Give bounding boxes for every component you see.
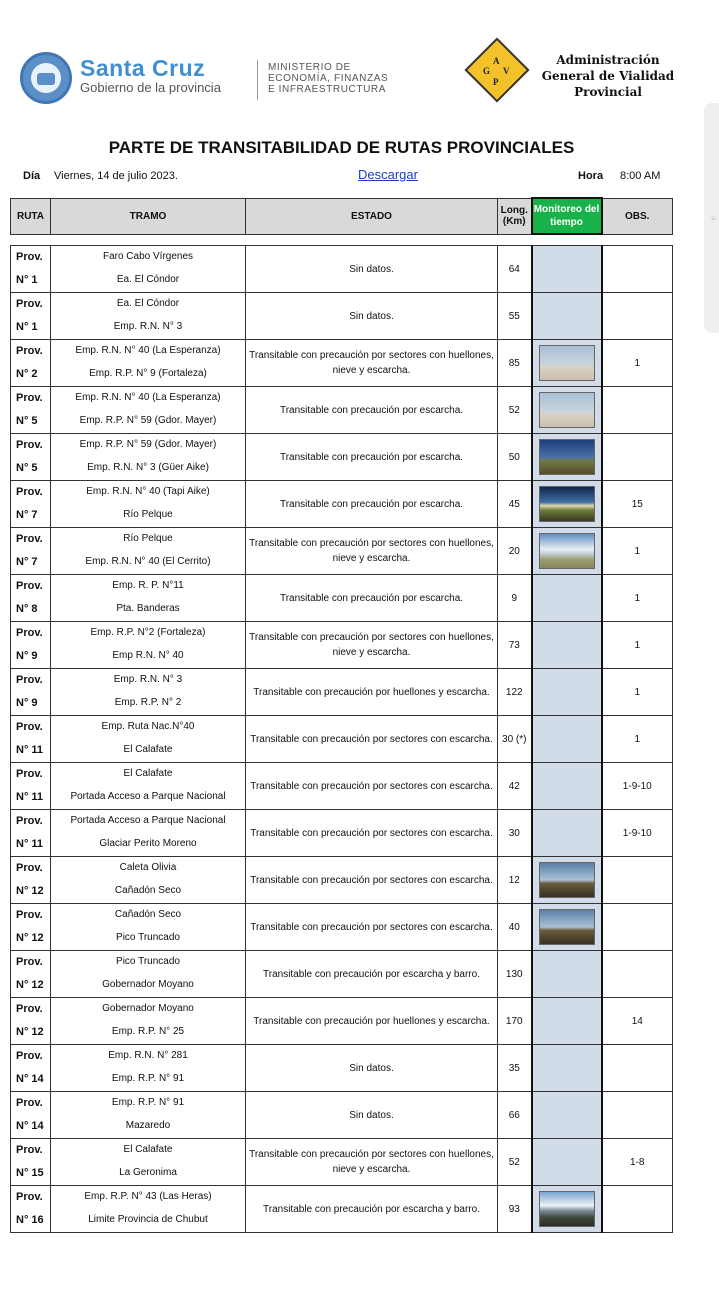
tramo-cell	[51, 669, 246, 716]
route-number: N° 7	[16, 509, 38, 521]
route-number: N° 14	[16, 1120, 44, 1132]
route-type: Prov.	[16, 768, 43, 780]
table-row	[11, 951, 673, 998]
header-divider	[257, 60, 258, 100]
route-type: Prov.	[16, 815, 43, 827]
estado-cell: Transitable con precaución por escarcha.	[246, 434, 498, 481]
table-row	[11, 528, 673, 575]
route-cell	[11, 246, 51, 293]
table-row	[11, 669, 673, 716]
estado-cell: Transitable con precaución por escarcha.	[246, 575, 498, 622]
route-number: N° 1	[16, 321, 38, 333]
tramo-from: Río Pelque	[123, 533, 173, 544]
monitor-cell	[532, 857, 602, 904]
monitor-cell	[532, 951, 602, 998]
length-cell: 52	[498, 1139, 532, 1186]
scroll-grip-icon: ≡	[711, 214, 716, 223]
table-row	[11, 387, 673, 434]
length-cell: 20	[498, 528, 532, 575]
province-brand	[80, 56, 221, 96]
route-cell	[11, 716, 51, 763]
monitor-cell	[532, 622, 602, 669]
ministry-line: ECONOMÍA, FINANZAS	[268, 73, 389, 84]
route-number: N° 12	[16, 885, 44, 897]
tramo-to: Pta. Banderas	[116, 603, 180, 614]
tramo-from: Ea. El Cóndor	[116, 298, 180, 309]
route-type: Prov.	[16, 392, 43, 404]
tramo-cell	[51, 763, 246, 810]
route-cell	[11, 1139, 51, 1186]
time-label: Hora	[578, 170, 604, 182]
weather-camera-thumbnail[interactable]	[539, 486, 595, 522]
estado-cell: Transitable con precaución por sectores con huellones, nieve y escarcha.	[246, 528, 498, 575]
tramo-cell	[51, 481, 246, 528]
route-type: Prov.	[16, 486, 43, 498]
table-row	[11, 1186, 673, 1233]
route-type: Prov.	[16, 1144, 43, 1156]
weather-camera-thumbnail[interactable]	[539, 862, 595, 898]
length-cell: 55	[498, 293, 532, 340]
tramo-to: Emp. R.N. N° 40 (El Cerrito)	[85, 556, 211, 567]
length-cell: 50	[498, 434, 532, 481]
route-cell	[11, 951, 51, 998]
tramo-from: Emp. Ruta Nac.N°40	[101, 721, 195, 732]
monitor-cell	[532, 1045, 602, 1092]
logo-letter: G	[483, 66, 491, 76]
tramo-to: Emp. R.P. N° 2	[114, 697, 182, 708]
monitor-cell	[532, 434, 602, 481]
route-type: Prov.	[16, 1003, 43, 1015]
download-link[interactable]: Descargar	[358, 167, 418, 182]
tramo-from: Pico Truncado	[116, 956, 180, 967]
monitor-cell	[532, 293, 602, 340]
table-row	[11, 1139, 673, 1186]
estado-cell: Sin datos.	[246, 1045, 498, 1092]
tramo-to: Emp. R.N. N° 3	[113, 321, 183, 332]
tramo-from: Faro Cabo Vírgenes	[102, 251, 194, 262]
estado-cell: Transitable con precaución por sectores con escarcha.	[246, 904, 498, 951]
table-row	[11, 622, 673, 669]
length-cell: 45	[498, 481, 532, 528]
tramo-to: Emp. R.P. N° 59 (Gdor. Mayer)	[79, 415, 217, 426]
monitor-cell	[532, 716, 602, 763]
estado-cell: Transitable con precaución por huellones y escarcha.	[246, 669, 498, 716]
tramo-to: Pico Truncado	[116, 932, 180, 943]
agency-line: General de Vialidad	[541, 69, 675, 83]
agency-line: Provincial	[574, 85, 642, 99]
table-row	[11, 857, 673, 904]
tramo-cell	[51, 528, 246, 575]
route-cell	[11, 998, 51, 1045]
tramo-from: Gobernador Moyano	[102, 1003, 194, 1014]
length-cell: 52	[498, 387, 532, 434]
tramo-from: Emp. R.N. N° 40 (La Esperanza)	[75, 392, 221, 403]
length-cell: 122	[498, 669, 532, 716]
tramo-cell	[51, 904, 246, 951]
length-cell: 170	[498, 998, 532, 1045]
table-row	[11, 246, 673, 293]
col-tramo: TRAMO	[51, 198, 246, 234]
route-number: N° 11	[16, 791, 44, 803]
obs-cell	[602, 1045, 673, 1092]
obs-cell	[602, 857, 673, 904]
estado-cell: Transitable con precaución por huellones y escarcha.	[246, 998, 498, 1045]
tramo-from: Emp. R.P. N° 91	[111, 1097, 185, 1108]
length-cell: 66	[498, 1092, 532, 1139]
estado-cell: Transitable con precaución por escarcha y barro.	[246, 1186, 498, 1233]
table-row	[11, 716, 673, 763]
monitor-cell	[532, 998, 602, 1045]
route-type: Prov.	[16, 1191, 43, 1203]
monitor-cell	[532, 904, 602, 951]
col-monitor-l1: Monitoreo del	[533, 204, 600, 215]
route-cell	[11, 857, 51, 904]
tramo-to: Glaciar Perito Moreno	[99, 838, 197, 849]
tramo-cell	[51, 434, 246, 481]
monitor-cell	[532, 387, 602, 434]
route-type: Prov.	[16, 1097, 43, 1109]
route-number: N° 11	[16, 744, 44, 756]
weather-camera-thumbnail[interactable]	[539, 909, 595, 945]
estado-cell: Transitable con precaución por escarcha.	[246, 481, 498, 528]
obs-cell	[602, 387, 673, 434]
tramo-cell	[51, 293, 246, 340]
obs-cell: 1	[602, 575, 673, 622]
length-cell: 93	[498, 1186, 532, 1233]
table-row	[11, 575, 673, 622]
route-type: Prov.	[16, 298, 43, 310]
route-number: N° 14	[16, 1073, 44, 1085]
ministry-line: E INFRAESTRUCTURA	[268, 84, 386, 95]
tramo-from: Emp. R.P. N° 59 (Gdor. Mayer)	[79, 439, 217, 450]
monitor-cell	[532, 810, 602, 857]
agency-line: Administración	[556, 53, 660, 67]
tramo-from: El Calafate	[123, 1144, 173, 1155]
table-row	[11, 1045, 673, 1092]
table-row	[11, 481, 673, 528]
obs-cell: 1-9-10	[602, 763, 673, 810]
obs-cell: 15	[602, 481, 673, 528]
logo-letter: A	[493, 56, 500, 66]
route-number: N° 12	[16, 979, 44, 991]
tramo-from: Emp. R.N. N° 3	[113, 674, 183, 685]
weather-camera-thumbnail[interactable]	[539, 345, 595, 381]
route-cell	[11, 1092, 51, 1139]
length-cell: 12	[498, 857, 532, 904]
estado-cell: Transitable con precaución por sectores con escarcha.	[246, 810, 498, 857]
table-row	[11, 904, 673, 951]
tramo-to: Ea. El Cóndor	[116, 274, 180, 285]
length-cell: 85	[498, 340, 532, 387]
route-type: Prov.	[16, 439, 43, 451]
route-cell	[11, 622, 51, 669]
monitor-cell	[532, 575, 602, 622]
monitor-cell	[532, 246, 602, 293]
length-cell: 130	[498, 951, 532, 998]
table-row	[11, 1092, 673, 1139]
agency-name	[528, 52, 688, 100]
length-cell: 73	[498, 622, 532, 669]
route-number: N° 5	[16, 462, 38, 474]
monitor-cell	[532, 1092, 602, 1139]
tramo-from: Emp. R.N. N° 40 (Tapi Aike)	[86, 486, 210, 497]
estado-cell: Transitable con precaución por sectores con escarcha.	[246, 857, 498, 904]
obs-cell	[602, 293, 673, 340]
length-cell: 9	[498, 575, 532, 622]
route-cell	[11, 387, 51, 434]
estado-cell: Sin datos.	[246, 246, 498, 293]
obs-cell: 1	[602, 716, 673, 763]
tramo-to: Emp. R.P. N° 25	[111, 1026, 185, 1037]
tramo-to: Emp R.N. N° 40	[112, 650, 184, 661]
estado-cell: Sin datos.	[246, 293, 498, 340]
col-obs: OBS.	[602, 198, 673, 234]
route-number: N° 5	[16, 415, 38, 427]
table-row	[11, 434, 673, 481]
monitor-cell	[532, 669, 602, 716]
route-type: Prov.	[16, 862, 43, 874]
route-number: N° 11	[16, 838, 44, 850]
col-estado: ESTADO	[246, 198, 498, 234]
route-number: N° 2	[16, 368, 38, 380]
tramo-cell	[51, 246, 246, 293]
estado-cell: Sin datos.	[246, 1092, 498, 1139]
ministry-name	[268, 62, 388, 95]
obs-cell: 1	[602, 528, 673, 575]
tramo-cell	[51, 1186, 246, 1233]
length-cell: 30	[498, 810, 532, 857]
route-number: N° 12	[16, 1026, 44, 1038]
col-monitor	[532, 198, 602, 234]
weather-camera-thumbnail[interactable]	[539, 533, 595, 569]
tramo-from: Emp. R.P. N°2 (Fortaleza)	[90, 627, 206, 638]
route-number: N° 16	[16, 1214, 44, 1226]
obs-cell: 1	[602, 669, 673, 716]
table-header	[10, 197, 673, 235]
tramo-cell	[51, 575, 246, 622]
weather-camera-thumbnail[interactable]	[539, 1191, 595, 1227]
tramo-cell	[51, 998, 246, 1045]
col-long-l1: Long.	[500, 205, 528, 216]
logo-letter: V	[503, 66, 510, 76]
tramo-from: Emp. R.P. N° 43 (Las Heras)	[84, 1191, 212, 1202]
obs-cell: 1	[602, 622, 673, 669]
brand-subtitle: Gobierno de la provincia	[80, 80, 221, 95]
length-cell: 40	[498, 904, 532, 951]
table-row	[11, 340, 673, 387]
route-cell	[11, 340, 51, 387]
tramo-from: Emp. R.N. N° 40 (La Esperanza)	[75, 345, 221, 356]
tramo-cell	[51, 857, 246, 904]
route-cell	[11, 481, 51, 528]
monitor-cell	[532, 481, 602, 528]
obs-cell: 1-8	[602, 1139, 673, 1186]
weather-camera-thumbnail[interactable]	[539, 439, 595, 475]
route-cell	[11, 434, 51, 481]
route-cell	[11, 1186, 51, 1233]
page-header	[0, 0, 719, 120]
tramo-to: Cañadón Seco	[114, 885, 182, 896]
length-cell: 42	[498, 763, 532, 810]
tramo-cell	[51, 1045, 246, 1092]
tramo-cell	[51, 387, 246, 434]
tramo-cell	[51, 340, 246, 387]
route-type: Prov.	[16, 580, 43, 592]
route-number: N° 9	[16, 650, 38, 662]
report-title: PARTE DE TRANSITABILIDAD DE RUTAS PROVINCIALES	[108, 138, 575, 157]
tramo-to: Emp. R.P. N° 9 (Fortaleza)	[89, 368, 207, 379]
estado-cell: Transitable con precaución por sectores con escarcha.	[246, 716, 498, 763]
weather-camera-thumbnail[interactable]	[539, 392, 595, 428]
tramo-to: Emp. R.N. N° 3 (Güer Aike)	[87, 462, 209, 473]
route-type: Prov.	[16, 721, 43, 733]
tramo-cell	[51, 1092, 246, 1139]
monitor-cell	[532, 1139, 602, 1186]
table-row	[11, 293, 673, 340]
obs-cell: 1	[602, 340, 673, 387]
tramo-to: Río Pelque	[123, 509, 173, 520]
monitor-cell	[532, 528, 602, 575]
route-number: N° 9	[16, 697, 38, 709]
tramo-to: El Calafate	[123, 744, 173, 755]
estado-cell: Transitable con precaución por sectores con huellones, nieve y escarcha.	[246, 622, 498, 669]
table-row	[11, 763, 673, 810]
length-cell: 64	[498, 246, 532, 293]
monitor-cell	[532, 1186, 602, 1233]
obs-cell: 1-9-10	[602, 810, 673, 857]
routes-table	[10, 245, 673, 1233]
col-long-l2: (Km)	[502, 216, 526, 227]
route-cell	[11, 810, 51, 857]
tramo-to: Limite Provincia de Chubut	[88, 1214, 208, 1225]
obs-cell: 14	[602, 998, 673, 1045]
route-type: Prov.	[16, 674, 43, 686]
tramo-cell	[51, 1139, 246, 1186]
estado-cell: Transitable con precaución por escarcha y barro.	[246, 951, 498, 998]
col-long	[498, 198, 532, 234]
length-cell: 30 (*)	[498, 716, 532, 763]
tramo-cell	[51, 810, 246, 857]
tramo-from: Portada Acceso a Parque Nacional	[70, 815, 226, 826]
route-cell	[11, 293, 51, 340]
monitor-cell	[532, 763, 602, 810]
obs-cell	[602, 434, 673, 481]
route-type: Prov.	[16, 909, 43, 921]
route-type: Prov.	[16, 345, 43, 357]
route-number: N° 15	[16, 1167, 44, 1179]
route-cell	[11, 904, 51, 951]
tramo-to: Portada Acceso a Parque Nacional	[70, 791, 226, 802]
col-monitor-l2: tiempo	[550, 217, 583, 228]
time-value: 8:00 AM	[620, 170, 661, 182]
route-number: N° 7	[16, 556, 38, 568]
length-cell: 35	[498, 1045, 532, 1092]
tramo-to: Gobernador Moyano	[102, 979, 194, 990]
obs-cell	[602, 1186, 673, 1233]
obs-cell	[602, 1092, 673, 1139]
route-type: Prov.	[16, 251, 43, 263]
tramo-to: Mazaredo	[125, 1120, 171, 1131]
tramo-from: El Calafate	[123, 768, 173, 779]
route-cell	[11, 528, 51, 575]
tramo-from: Caleta Olivia	[119, 862, 177, 873]
tramo-from: Emp. R.N. N° 281	[108, 1050, 188, 1061]
route-number: N° 1	[16, 274, 38, 286]
route-cell	[11, 575, 51, 622]
logo-letter: P	[493, 77, 499, 87]
brand-name: Santa Cruz	[80, 55, 206, 81]
obs-cell	[602, 951, 673, 998]
monitor-cell	[532, 340, 602, 387]
route-cell	[11, 669, 51, 716]
agvp-logo-icon	[464, 37, 529, 102]
tramo-from: Cañadón Seco	[114, 909, 182, 920]
tramo-cell	[51, 716, 246, 763]
tramo-cell	[51, 622, 246, 669]
obs-cell	[602, 246, 673, 293]
route-cell	[11, 763, 51, 810]
estado-cell: Transitable con precaución por escarcha.	[246, 387, 498, 434]
route-type: Prov.	[16, 533, 43, 545]
day-value: Viernes, 14 de julio 2023.	[54, 170, 178, 182]
estado-cell: Transitable con precaución por sectores con huellones, nieve y escarcha.	[246, 340, 498, 387]
table-row	[11, 998, 673, 1045]
day-label: Día	[23, 170, 41, 182]
route-number: N° 12	[16, 932, 44, 944]
tramo-from: Emp. R. P. N°11	[112, 580, 184, 591]
route-cell	[11, 1045, 51, 1092]
route-type: Prov.	[16, 1050, 43, 1062]
ministry-line: MINISTERIO DE	[268, 62, 351, 73]
route-type: Prov.	[16, 956, 43, 968]
tramo-cell	[51, 951, 246, 998]
province-seal-icon	[20, 52, 72, 104]
routes-table-body	[11, 246, 673, 1233]
estado-cell: Transitable con precaución por sectores con huellones, nieve y escarcha.	[246, 1139, 498, 1186]
estado-cell: Transitable con precaución por sectores con escarcha.	[246, 763, 498, 810]
col-ruta: RUTA	[11, 198, 51, 234]
tramo-to: La Geronima	[119, 1167, 177, 1178]
tramo-to: Emp. R.P. N° 91	[111, 1073, 185, 1084]
route-number: N° 8	[16, 603, 38, 615]
route-type: Prov.	[16, 627, 43, 639]
table-row	[11, 810, 673, 857]
obs-cell	[602, 904, 673, 951]
